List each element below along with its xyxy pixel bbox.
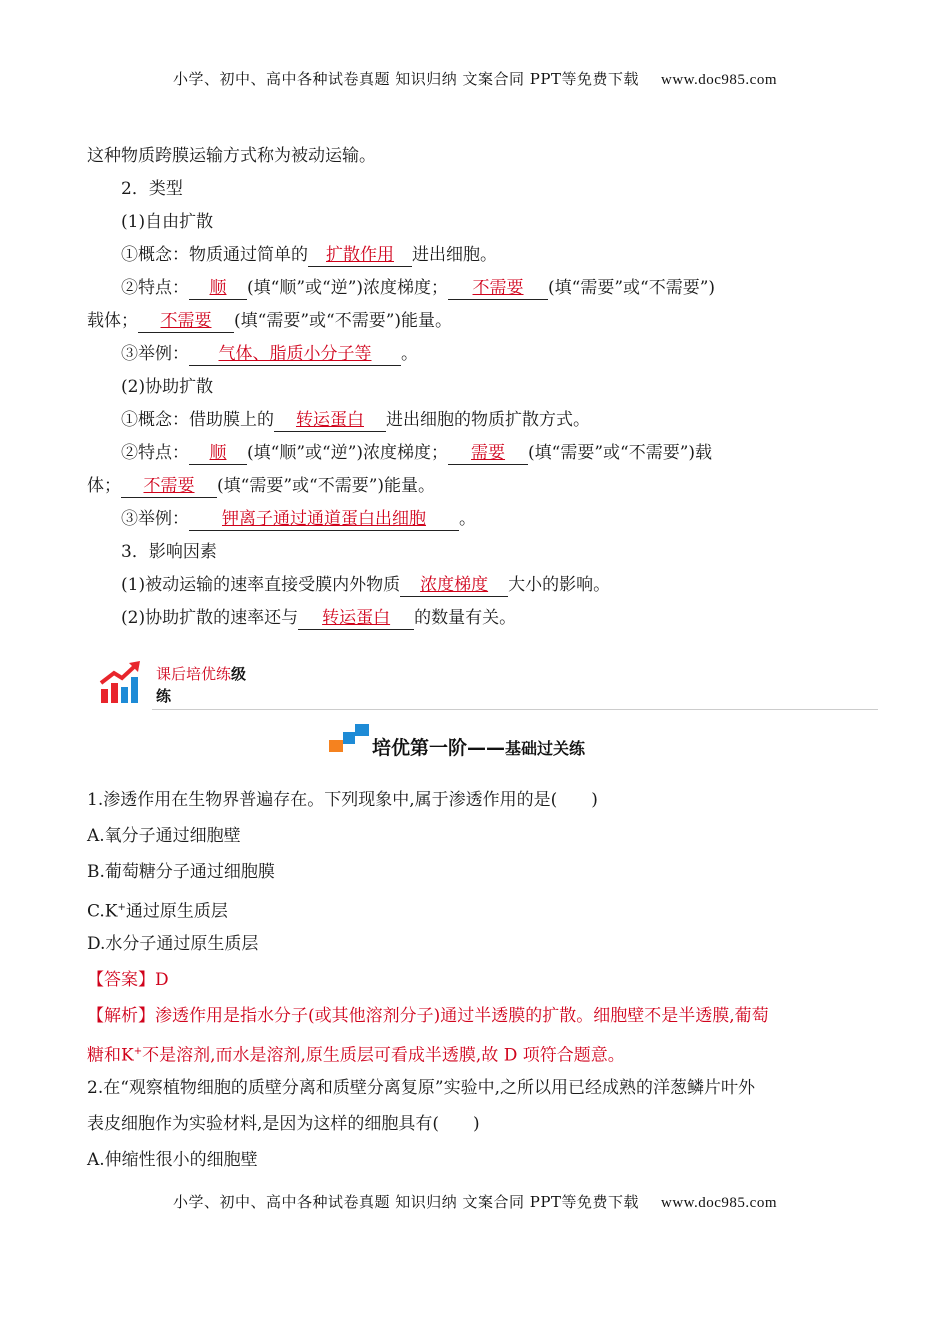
note-facilitated-feature: ②特点： 顺 (填“顺”或“逆”)浓度梯度； 需要 (填“需要”或“不需要”)载 [121, 443, 713, 463]
fill-blank: 需要 [448, 442, 528, 465]
note-factor-2: (2)协助扩散的速率还与 转运蛋白 的数量有关。 [121, 608, 517, 628]
footer-text: 小学、初中、高中各种试卷真题 知识归纳 文案合同 PPT等免费下载 [172, 1193, 639, 1211]
section-title: 课后培优练级 练 [156, 665, 247, 705]
header-url[interactable]: www.doc985.com [660, 72, 777, 88]
question-1-option-c: C.K+通过原生质层 [87, 901, 228, 922]
stage-title: 培优第一阶——基础过关练 [372, 737, 586, 759]
question-1-option-a: A.氧分子通过细胞壁 [87, 826, 241, 846]
question-1-answer: 【答案】D [87, 970, 169, 990]
section-divider [152, 709, 878, 710]
fill-blank: 浓度梯度 [400, 574, 508, 597]
note-free-diffusion-concept: ①概念：物质通过简单的 扩散作用 进出细胞。 [121, 245, 497, 265]
question-1-option-b: B.葡萄糖分子通过细胞膜 [87, 862, 275, 882]
growth-chart-icon [98, 659, 144, 705]
note-free-diffusion-example: ③举例： 气体、脂质小分子等 。 [121, 344, 418, 364]
fill-blank: 不需要 [121, 475, 217, 498]
note-free-diffusion-feature-cont: 载体； 不需要 (填“需要”或“不需要”)能量。 [87, 311, 453, 331]
question-2-option-a: A.伸缩性很小的细胞壁 [87, 1150, 258, 1170]
note-free-diffusion-heading: (1)自由扩散 [121, 212, 214, 232]
note-facilitated-example: ③举例： 钾离子通过通道蛋白出细胞 。 [121, 509, 476, 529]
question-2-stem-1: 2.在“观察植物细胞的质壁分离和质壁分离复原”实验中,之所以用已经成熟的洋葱鳞片叶外 [87, 1078, 756, 1098]
note-facilitated-concept: ①概念：借助膜上的 转运蛋白 进出细胞的物质扩散方式。 [121, 410, 590, 430]
question-1-explanation-1: 【解析】渗透作用是指水分子(或其他溶剂分子)通过半透膜的扩散。细胞壁不是半透膜,葡萄 [87, 1006, 769, 1026]
footer-url[interactable]: www.doc985.com [660, 1195, 777, 1211]
note-factor-1: (1)被动运输的速率直接受膜内外物质 浓度梯度 大小的影响。 [121, 575, 611, 595]
stairs-icon [327, 724, 371, 754]
fill-blank: 不需要 [448, 277, 548, 300]
note-free-diffusion-feature: ②特点： 顺 (填“顺”或“逆”)浓度梯度； 不需要 (填“需要”或“不需要”) [121, 278, 716, 298]
note-facilitated-feature-cont: 体； 不需要 (填“需要”或“不需要”)能量。 [87, 476, 436, 496]
question-1-explanation-2: 糖和K+不是溶剂,而水是溶剂,原生质层可看成半透膜,故 D 项符合题意。 [87, 1045, 625, 1066]
question-1-stem: 1.渗透作用在生物界普遍存在。下列现象中,属于渗透作用的是( ) [87, 790, 598, 810]
note-type-heading: 2．类型 [121, 179, 183, 199]
question-2-stem-2: 表皮细胞作为实验材料,是因为这样的细胞具有( ) [87, 1114, 480, 1134]
fill-blank: 扩散作用 [308, 244, 412, 267]
fill-blank: 不需要 [138, 310, 234, 333]
header-text: 小学、初中、高中各种试卷真题 知识归纳 文案合同 PPT等免费下载 [172, 70, 639, 88]
fill-blank: 顺 [189, 442, 247, 465]
note-facilitated-diffusion-heading: (2)协助扩散 [121, 377, 214, 397]
note-factors-heading: 3．影响因素 [121, 542, 217, 562]
note-line-1: 这种物质跨膜运输方式称为被动运输。 [87, 146, 376, 166]
fill-blank: 钾离子通过通道蛋白出细胞 [189, 508, 459, 531]
page-footer [0, 1191, 950, 1212]
fill-blank: 顺 [189, 277, 247, 300]
page-header [0, 68, 950, 89]
fill-blank: 气体、脂质小分子等 [189, 343, 401, 366]
fill-blank: 转运蛋白 [298, 607, 414, 630]
question-1-option-d: D.水分子通过原生质层 [87, 934, 259, 954]
fill-blank: 转运蛋白 [274, 409, 386, 432]
